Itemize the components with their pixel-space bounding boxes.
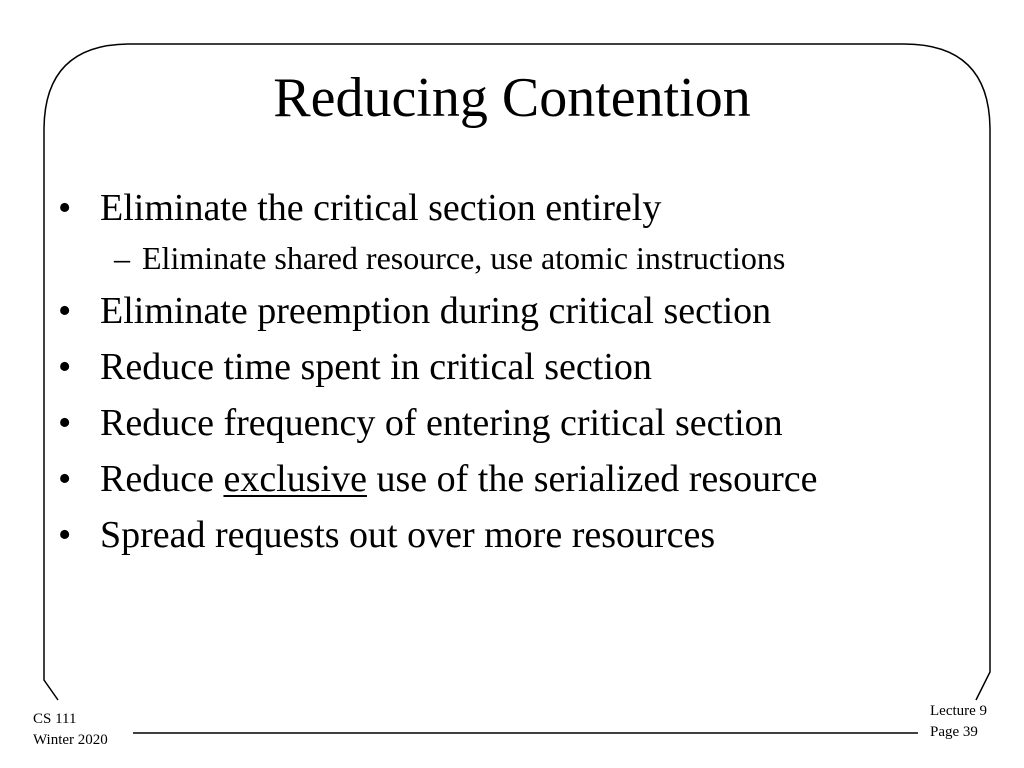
- bullet-item: [58, 511, 715, 559]
- footer-left: [33, 709, 108, 751]
- bullet-marker: •: [58, 514, 72, 556]
- bullet-text: Spread requests out over more resources: [100, 514, 716, 556]
- bullet-item: [58, 184, 661, 232]
- sub-bullet-item: [114, 238, 785, 278]
- bullet-marker: •: [58, 187, 72, 229]
- slide-title: Reducing Contention: [273, 67, 751, 129]
- bullet-text: Reduce frequency of entering critical section: [100, 402, 783, 444]
- bullet-marker: •: [58, 458, 72, 500]
- term-label: Winter 2020: [33, 732, 108, 748]
- lecture-label: Lecture 9: [930, 703, 988, 719]
- footer-right: [930, 701, 987, 743]
- bullet-text-tail: use of the serialized resource: [376, 458, 818, 500]
- bullet-item: [58, 343, 652, 391]
- bullet-marker: •: [58, 290, 72, 332]
- course-label: CS 111: [33, 711, 77, 727]
- sub-bullet-marker: –: [114, 240, 130, 276]
- bullet-text: Eliminate the critical section entirely: [100, 187, 662, 229]
- bullet-item: [58, 455, 817, 503]
- bullet-text: Reduce: [100, 458, 214, 500]
- sub-bullet-text: Eliminate shared resource, use atomic instructions: [142, 240, 786, 276]
- emphasis-word: exclusive: [223, 458, 367, 500]
- bullet-marker: •: [58, 346, 72, 388]
- bullet-marker: •: [58, 402, 72, 444]
- bullet-text: Reduce time spent in critical section: [100, 346, 652, 388]
- bullet-item: [58, 287, 771, 335]
- page-number: Page 39: [930, 724, 978, 740]
- bullet-item: [58, 399, 783, 447]
- bullet-text: Eliminate preemption during critical section: [100, 290, 772, 332]
